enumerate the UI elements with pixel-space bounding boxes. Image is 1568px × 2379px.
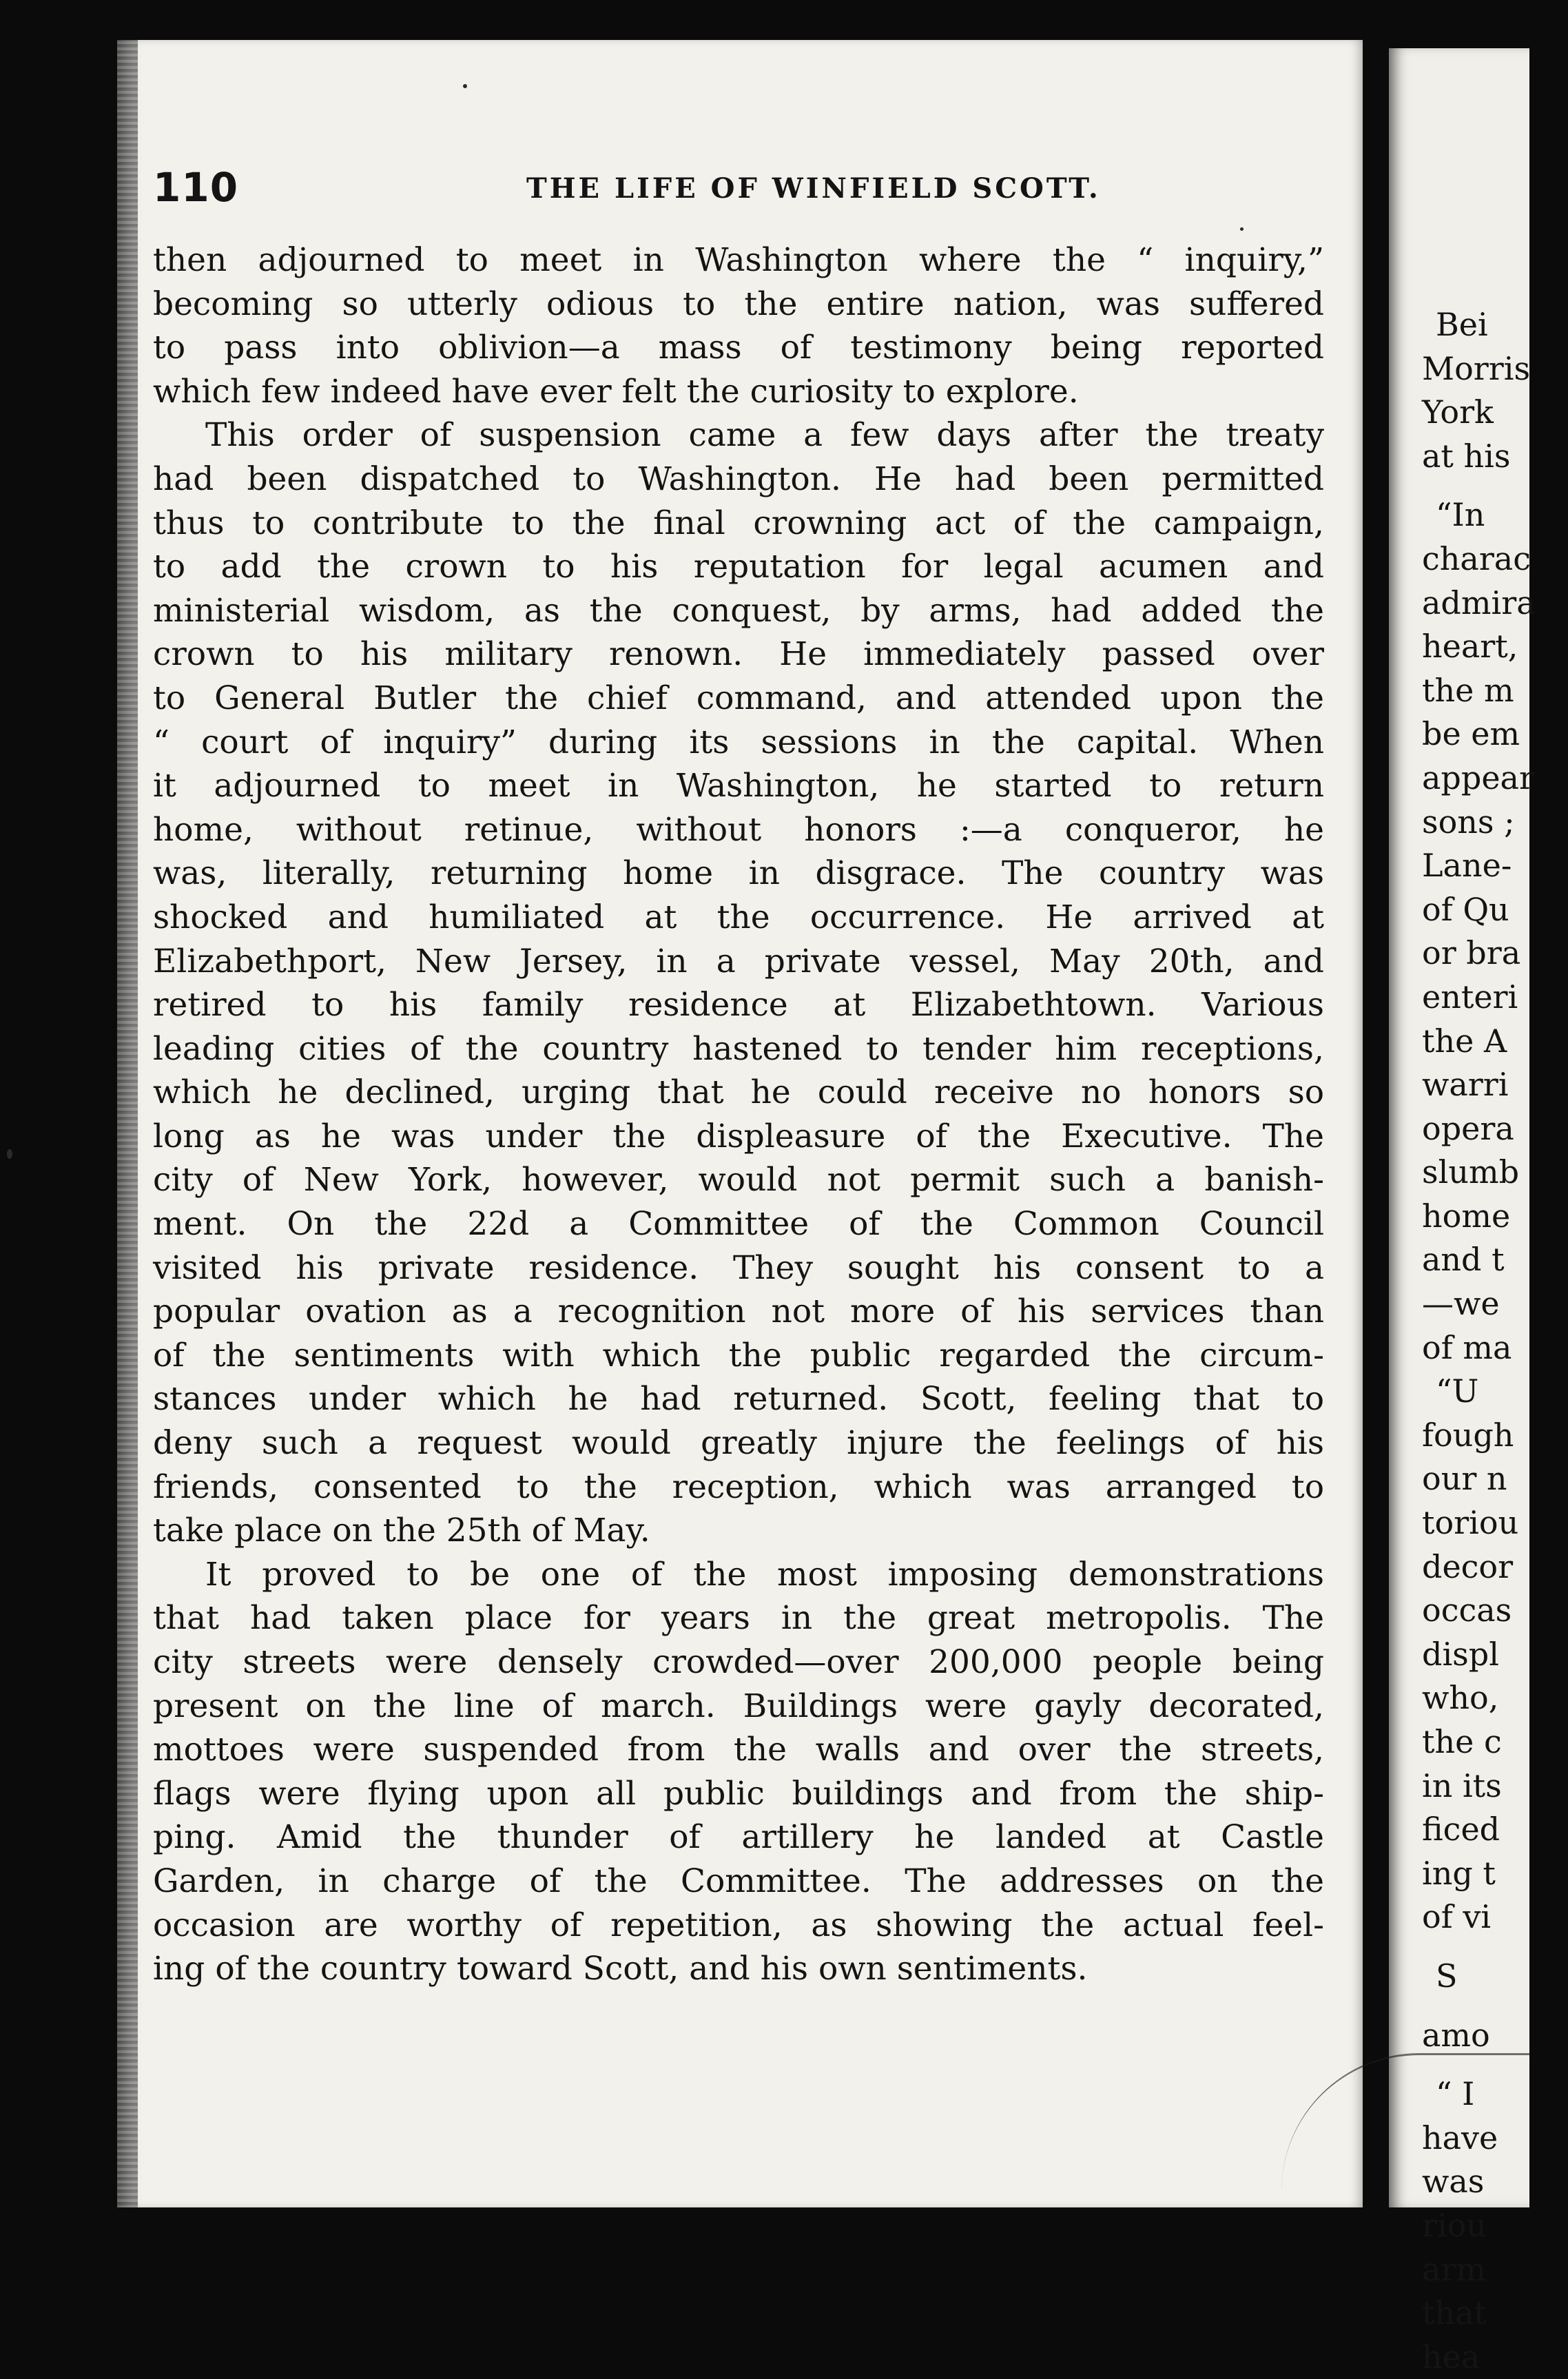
text-line: ment. On the 22d a Committee of the Common Council [153, 1205, 1324, 1244]
text-line: becoming so utterly odious to the entire nation, was suffered [153, 285, 1324, 323]
facing-text-fragment: Bei [1436, 306, 1488, 343]
text-line: stances under which he had returned. Scott, feeling that to [153, 1380, 1324, 1419]
text-line: mottoes were suspended from the walls and over the streets, [153, 1731, 1324, 1769]
text-line: flags were flying upon all public buildings and from the ship- [153, 1774, 1324, 1813]
facing-text-fragment: slumb [1422, 1153, 1520, 1191]
facing-text-fragment: decor [1422, 1547, 1514, 1585]
text-line: long as he was under the displeasure of the Executive. The [153, 1117, 1324, 1155]
ink-speck [463, 84, 467, 88]
facing-text-fragment: S [1436, 1957, 1458, 1995]
ink-speck [1240, 227, 1244, 231]
facing-text-fragment: was [1422, 2163, 1485, 2201]
facing-text-fragment: of ma [1422, 1328, 1512, 1366]
text-line: shocked and humiliated at the occurrence. He arrived at [153, 898, 1324, 936]
text-line: deny such a request would greatly injure the feelings of his [153, 1424, 1324, 1463]
text-line: friends, consented to the reception, which was arranged to [153, 1467, 1324, 1506]
facing-text-fragment: our n [1422, 1460, 1507, 1498]
text-line: which few indeed have ever felt the curiosity to explore. [153, 372, 1079, 411]
ink-speck [7, 1149, 12, 1159]
facing-text-fragment: riou [1422, 2206, 1487, 2244]
text-line: take place on the 25th of May. [153, 1512, 650, 1550]
facing-text-fragment: home [1422, 1197, 1511, 1235]
facing-text-fragment: “U [1436, 1372, 1479, 1410]
text-line: retired to his family residence at Elizabethtown. Various [153, 986, 1324, 1024]
running-title: THE LIFE OF WINFIELD SCOTT. [526, 172, 1101, 205]
text-line: This order of suspension came a few days after the treaty [205, 416, 1324, 455]
facing-text-fragment: ficed [1422, 1811, 1500, 1848]
facing-text-fragment: be em [1422, 715, 1520, 753]
body-text [153, 238, 1324, 1991]
facing-text-fragment: toriou [1422, 1504, 1519, 1542]
facing-text-fragment: ing t [1422, 1854, 1496, 1892]
facing-text-fragment: occas [1422, 1592, 1512, 1629]
text-line: thus to contribute to the final crowning act of the campaign, [153, 504, 1324, 542]
text-line: city of New York, however, would not permit such a banish- [153, 1161, 1324, 1199]
text-line: ing of the country toward Scott, and his own sentiments. [153, 1950, 1088, 1988]
text-line: was, literally, returning home in disgrace. The country was [153, 854, 1324, 893]
facing-text-fragment: admira [1422, 584, 1536, 621]
text-line: which he declined, urging that he could receive no honors so [153, 1073, 1324, 1112]
text-line: of the sentiments with which the public regarded the circum- [153, 1336, 1324, 1374]
text-line: ping. Amid the thunder of artillery he landed at Castle [153, 1818, 1324, 1857]
text-line: to General Butler the chief command, and attended upon the [153, 679, 1324, 717]
facing-text-fragment: amo [1422, 2016, 1490, 2054]
facing-text-fragment: have [1422, 2119, 1498, 2156]
text-line: “ court of inquiry” during its sessions in the capital. When [153, 723, 1324, 761]
facing-text-fragment: fough [1422, 1416, 1514, 1454]
facing-text-fragment: “In [1436, 496, 1485, 534]
facing-text-fragment: that [1422, 2294, 1487, 2332]
text-line: present on the line of march. Buildings were gayly decorated, [153, 1687, 1324, 1725]
text-line: visited his private residence. They sought his consent to a [153, 1248, 1324, 1287]
facing-text-fragment: the c [1422, 1723, 1502, 1760]
text-line: had been dispatched to Washington. He had been permitted [153, 460, 1324, 498]
running-head [153, 164, 1117, 219]
facing-text-fragment: Morris [1422, 349, 1531, 387]
facing-text-fragment: sons ; [1422, 803, 1515, 841]
facing-text-fragment: opera [1422, 1109, 1514, 1147]
facing-text-fragment: enteri [1422, 978, 1518, 1016]
text-line: crown to his military renown. He immediately passed over [153, 635, 1324, 674]
book-gutter [117, 40, 138, 2207]
facing-text-fragment: York [1422, 393, 1494, 431]
facing-text-fragment: of vi [1422, 1898, 1492, 1936]
facing-text-fragment: arm [1422, 2250, 1487, 2288]
facing-text-fragment: the A [1422, 1022, 1507, 1060]
text-line: to add the crown to his reputation for legal acumen and [153, 548, 1324, 586]
facing-text-fragment: at his [1422, 437, 1511, 475]
facing-text-fragment: heart, [1422, 628, 1518, 666]
text-line: home, without retinue, without honors :—a conqueror, he [153, 810, 1324, 849]
facing-text-fragment: who, [1422, 1679, 1499, 1717]
text-line: It proved to be one of the most imposing demonstrations [205, 1555, 1324, 1594]
facing-page [1389, 48, 1536, 2376]
facing-text-fragment: appear [1422, 759, 1534, 796]
facing-text-fragment: displ [1422, 1635, 1499, 1673]
facing-text-fragment: warri [1422, 1066, 1509, 1104]
text-line: ministerial wisdom, as the conquest, by arms, had added the [153, 591, 1324, 630]
text-line: then adjourned to meet in Washington where the “ inquiry,” [153, 241, 1324, 279]
text-line: that had taken place for years in the great metropolis. The [153, 1599, 1324, 1638]
facing-text-fragment: —we [1422, 1285, 1500, 1323]
text-line: Elizabethport, New Jersey, in a private vessel, May 20th, and [153, 942, 1324, 980]
text-line: Garden, in charge of the Committee. The addresses on the [153, 1862, 1324, 1900]
text-line: it adjourned to meet in Washington, he started to return [153, 767, 1324, 805]
text-line: to pass into oblivion—a mass of testimony being reported [153, 329, 1324, 367]
facing-text-fragment: Lane- [1422, 847, 1512, 885]
facing-text-fragment: of Qu [1422, 890, 1509, 928]
facing-text-fragment: in its [1422, 1767, 1502, 1804]
facing-text-fragment: or bra [1422, 934, 1521, 972]
facing-text-fragment: hea [1422, 2338, 1481, 2376]
facing-text-fragment: the m [1422, 671, 1514, 709]
facing-text-fragment: and t [1422, 1241, 1505, 1279]
facing-text-fragment: “ I [1436, 2075, 1475, 2113]
text-line: occasion are worthy of repetition, as showing the actual feel- [153, 1906, 1324, 1944]
page-number: 110 [153, 164, 239, 211]
text-line: leading cities of the country hastened to tender him receptions, [153, 1029, 1324, 1068]
text-line: city streets were densely crowded—over 200,000 people being [153, 1643, 1324, 1681]
facing-text-fragment: charac [1422, 539, 1531, 577]
text-line: popular ovation as a recognition not more of his services than [153, 1293, 1324, 1331]
